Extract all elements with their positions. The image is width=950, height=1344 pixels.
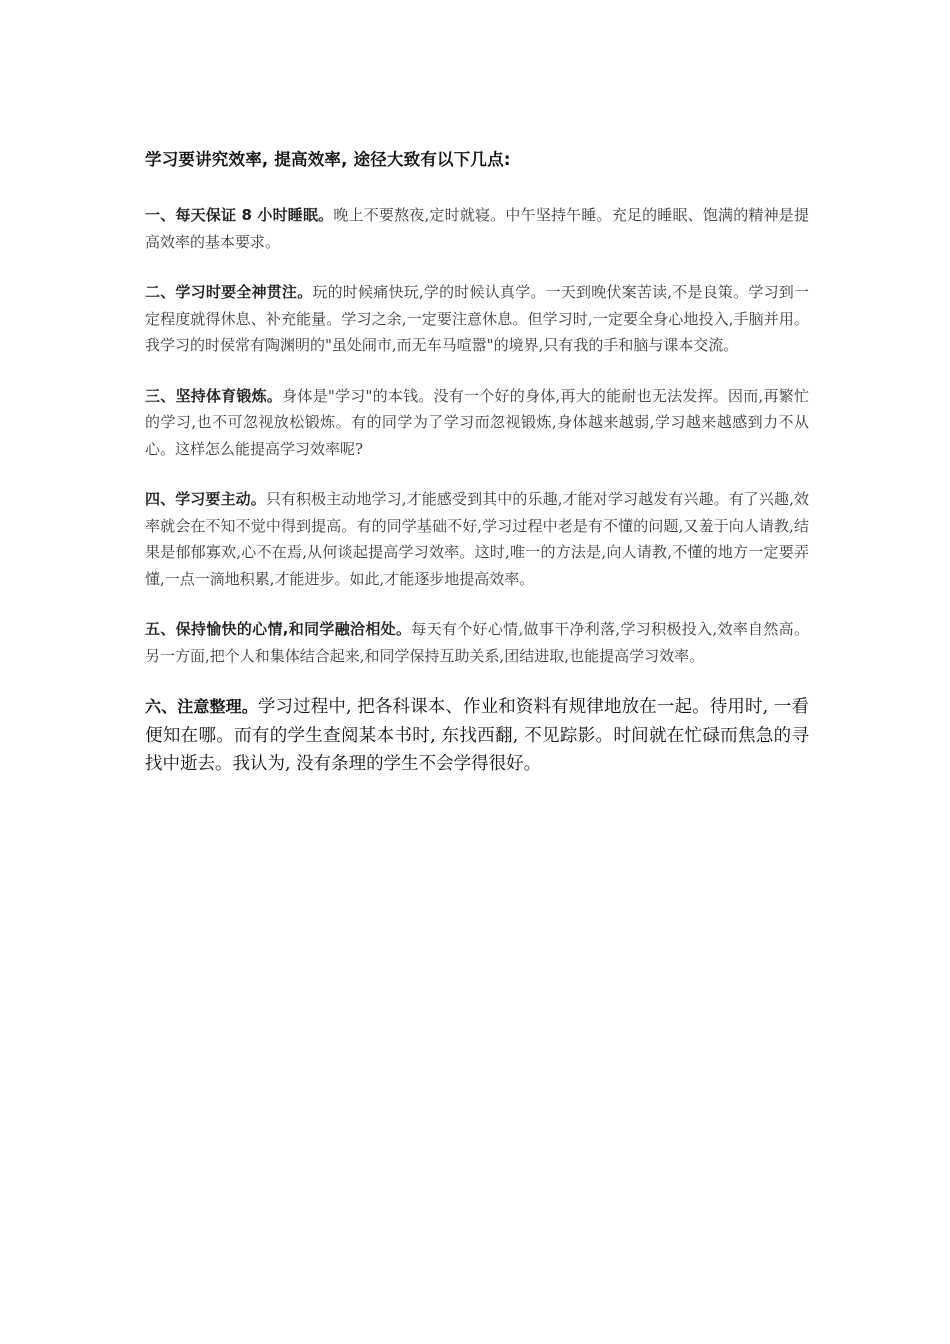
section-5-body: 每天有个好心情,做事干净利落,学习积极投入,效率自然高。另一方面,把个人和集体结合起来,和同学保持互助关系,团结进取,也能提高学习效率。 [145, 620, 809, 665]
section-4 [145, 486, 809, 592]
section-2-body: 玩的时候痛快玩,学的时候认真学。一天到晚伏案苦读,不是良策。学习到一定程度就得休息、补充能量。学习之余,一定要注意休息。但学习时,一定要全身心地投入,手脑并用。我学习的时侯常有陶渊明的"虽处闹市,而无车马喧嚣"的境界,只有我的手和脑与课本交流。 [145, 283, 809, 354]
section-3 [145, 383, 809, 463]
section-2 [145, 279, 809, 359]
section-5 [145, 616, 809, 669]
section-5-heading: 五、保持愉快的心情,和同学融洽相处。 [145, 620, 412, 638]
section-4-heading: 四、学习要主动。 [145, 490, 266, 508]
section-4-body: 只有积极主动地学习,才能感受到其中的乐趣,才能对学习越发有兴趣。有了兴趣,效率就会在不知不觉中得到提高。有的同学基础不好,学习过程中老是有不懂的问题,又羞于向人请教,结果是郁郁寡欢,心不在焉,从何谈起提高学习效率。这时,唯一的方法是,向人请教,不懂的地方一定要弄懂,一点一滴地积累,才能进步。如此,才能逐步地提高效率。 [145, 490, 809, 588]
section-3-body: 身体是"学习"的本钱。没有一个好的身体,再大的能耐也无法发挥。因而,再繁忙的学习,也不可忽视放松锻炼。有的同学为了学习而忽视锻炼,身体越来越弱,学习越来越感到力不从心。这样怎么能提高学习效率呢? [145, 386, 809, 458]
section-1 [145, 202, 809, 255]
section-1-body: 晚上不要熬夜,定时就寝。中午坚持午睡。充足的睡眠、饱满的精神是提高效率的基本要求。 [145, 206, 809, 251]
document-title: 学习要讲究效率, 提高效率, 途径大致有以下几点: [145, 150, 511, 169]
section-6-heading: 六、注意整理。 [145, 697, 258, 716]
document-content [145, 146, 809, 803]
section-6-body: 学习过程中, 把各科课本、作业和资料有规律地放在一起。待用时, 一看便知在哪。而有的学生查阅某本书时, 东找西翻, 不见踪影。时间就在忙碌而焦急的寻找中逝去。我认为, 没有条理的学生不会学得很好。 [145, 697, 809, 774]
section-6 [145, 693, 809, 779]
section-3-heading: 三、坚持体育锻炼。 [145, 386, 283, 405]
section-2-heading: 二、学习时要全神贯注。 [145, 283, 313, 301]
section-1-heading: 一、每天保证 8 小时睡眠。 [145, 206, 334, 224]
